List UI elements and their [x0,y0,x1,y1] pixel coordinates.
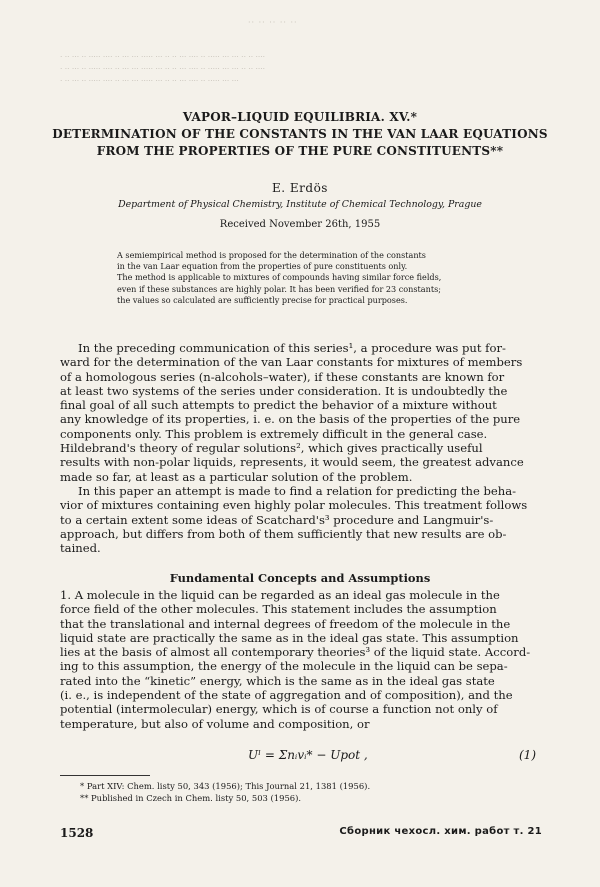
body-text [60,341,540,555]
body-line: rated into the “kinetic” energy, which is the same as in the ideal gas state [60,673,495,688]
author-affiliation: Department of Physical Chemistry, Institute of Chemical Technology, Prague [118,199,482,210]
footnote: ** Published in Czech in Chem. listy 50, 503 (1956). [80,793,302,803]
body-line: In this paper an attempt is made to find a relation for predicting the beha- [78,483,517,498]
body-line: ward for the determination of the van Laar constants for mixtures of members [60,355,523,370]
author-name: E. Erdös [272,181,328,195]
body-line: liquid state are practically the same as in the ideal gas state. This assumption [60,630,519,645]
paper-title-line-1: VAPOR–LIQUID EQUILIBRIA. XV.* [182,110,418,124]
journal-name: Сборник чехосл. хим. работ т. 21 [339,826,542,837]
body-line: temperature, but also of volume and composition, or [60,716,370,731]
bleedthrough-text: · ·· ··· ·· ····· ···· ·· ··· ··· ····· ··· ·· ·· ··· ···· ·· ····· ··· ··· ·· ·· ···· [60,52,266,61]
body-line: lies at the basis of almost all contemporary theories³ of the liquid state. Accord- [60,645,531,660]
paper-title-line-2: DETERMINATION OF THE CONSTANTS IN THE VAN LAAR EQUATIONS [52,127,548,141]
abstract-line: The method is applicable to mixtures of compounds having similar force fields, [117,272,442,283]
body-line: that the translational and internal degrees of freedom of the molecule in the [60,616,511,631]
body-line: any knowledge of its properties, i. e. on the basis of the properties of the pure [60,412,521,427]
body-line: approach, but differs from both of them sufficiently that new results are ob- [60,526,507,541]
body-line: Hildebrand's theory of regular solutions², which gives practically useful [60,441,483,456]
body-line: 1. A molecule in the liquid can be regarded as an ideal gas molecule in the [60,588,500,602]
paper-title-line-3: FROM THE PROPERTIES OF THE PURE CONSTITUENTS** [96,144,504,158]
body-line: (i. e., is independent of the state of aggregation and of composition), and the [60,688,513,703]
body-line: results with non-polar liquids, represents, it would seem, the greatest advance [60,455,524,470]
received-date: Received November 26th, 1955 [219,219,381,230]
body-line: vior of mixtures containing even highly polar molecules. This treatment follows [60,498,528,513]
body-line: made so far, at least as a particular solution of the problem. [60,469,413,484]
body-line: final goal of all such attempts to predict the behavior of a mixture without [60,398,497,413]
abstract-line: A semiempirical method is proposed for the determination of the constants [117,250,426,260]
body-line: In the preceding communication of this series¹, a procedure was put for- [78,341,506,355]
body-line: potential (intermolecular) energy, which is of course a function not only of [60,702,498,717]
body-line: components only. This problem is extremely difficult in the general case. [60,426,488,441]
page-number: 1528 [60,826,94,840]
equation-number: (1) [519,748,536,762]
body-line: ing to this assumption, the energy of the molecule in the liquid can be sepa- [60,659,508,674]
abstract-line: the values so calculated are sufficiently precise for practical purposes. [117,294,408,305]
footnote-rule [60,775,150,776]
abstract-line: even if these substances are highly polar. It has been verified for 23 constants; [117,283,441,294]
body-line: tained. [60,541,101,556]
footnotes [80,780,370,804]
equation: Uˡ = Σnᵢvᵢ* − Upot , [248,748,368,762]
footnote: * Part XIV: Chem. listy 50, 343 (1956); This Journal 21, 1381 (1956). [80,781,371,791]
section-heading: Fundamental Concepts and Assumptions [169,571,431,585]
body-line: of a homologous series (n-alcohols–water), if these constants are known for [60,369,505,384]
body-line: to a certain extent some ideas of Scatchard's³ procedure and Langmuir's- [60,512,494,527]
abstract-line: in the van Laar equation from the properties of pure constituents only. [117,261,408,272]
abstract [117,250,509,306]
section-body-text [60,588,540,731]
bleedthrough-text: · ·· ··· ·· ····· ···· ·· ··· ··· ····· ··· ·· ·· ··· ···· ·· ····· ··· ··· [60,76,239,85]
bleedthrough-text: · ·· ··· ·· ····· ···· ·· ··· ··· ····· ··· ·· ·· ··· ···· ·· ····· ··· ··· ·· ·· ···· [60,64,266,73]
body-line: at least two systems of the series under consideration. It is undoubtedly the [60,383,508,398]
body-line: force field of the other molecules. This statement includes the assumption [60,602,497,617]
bleedthrough-text: ·· ·· ·· ·· ·· [248,18,298,27]
